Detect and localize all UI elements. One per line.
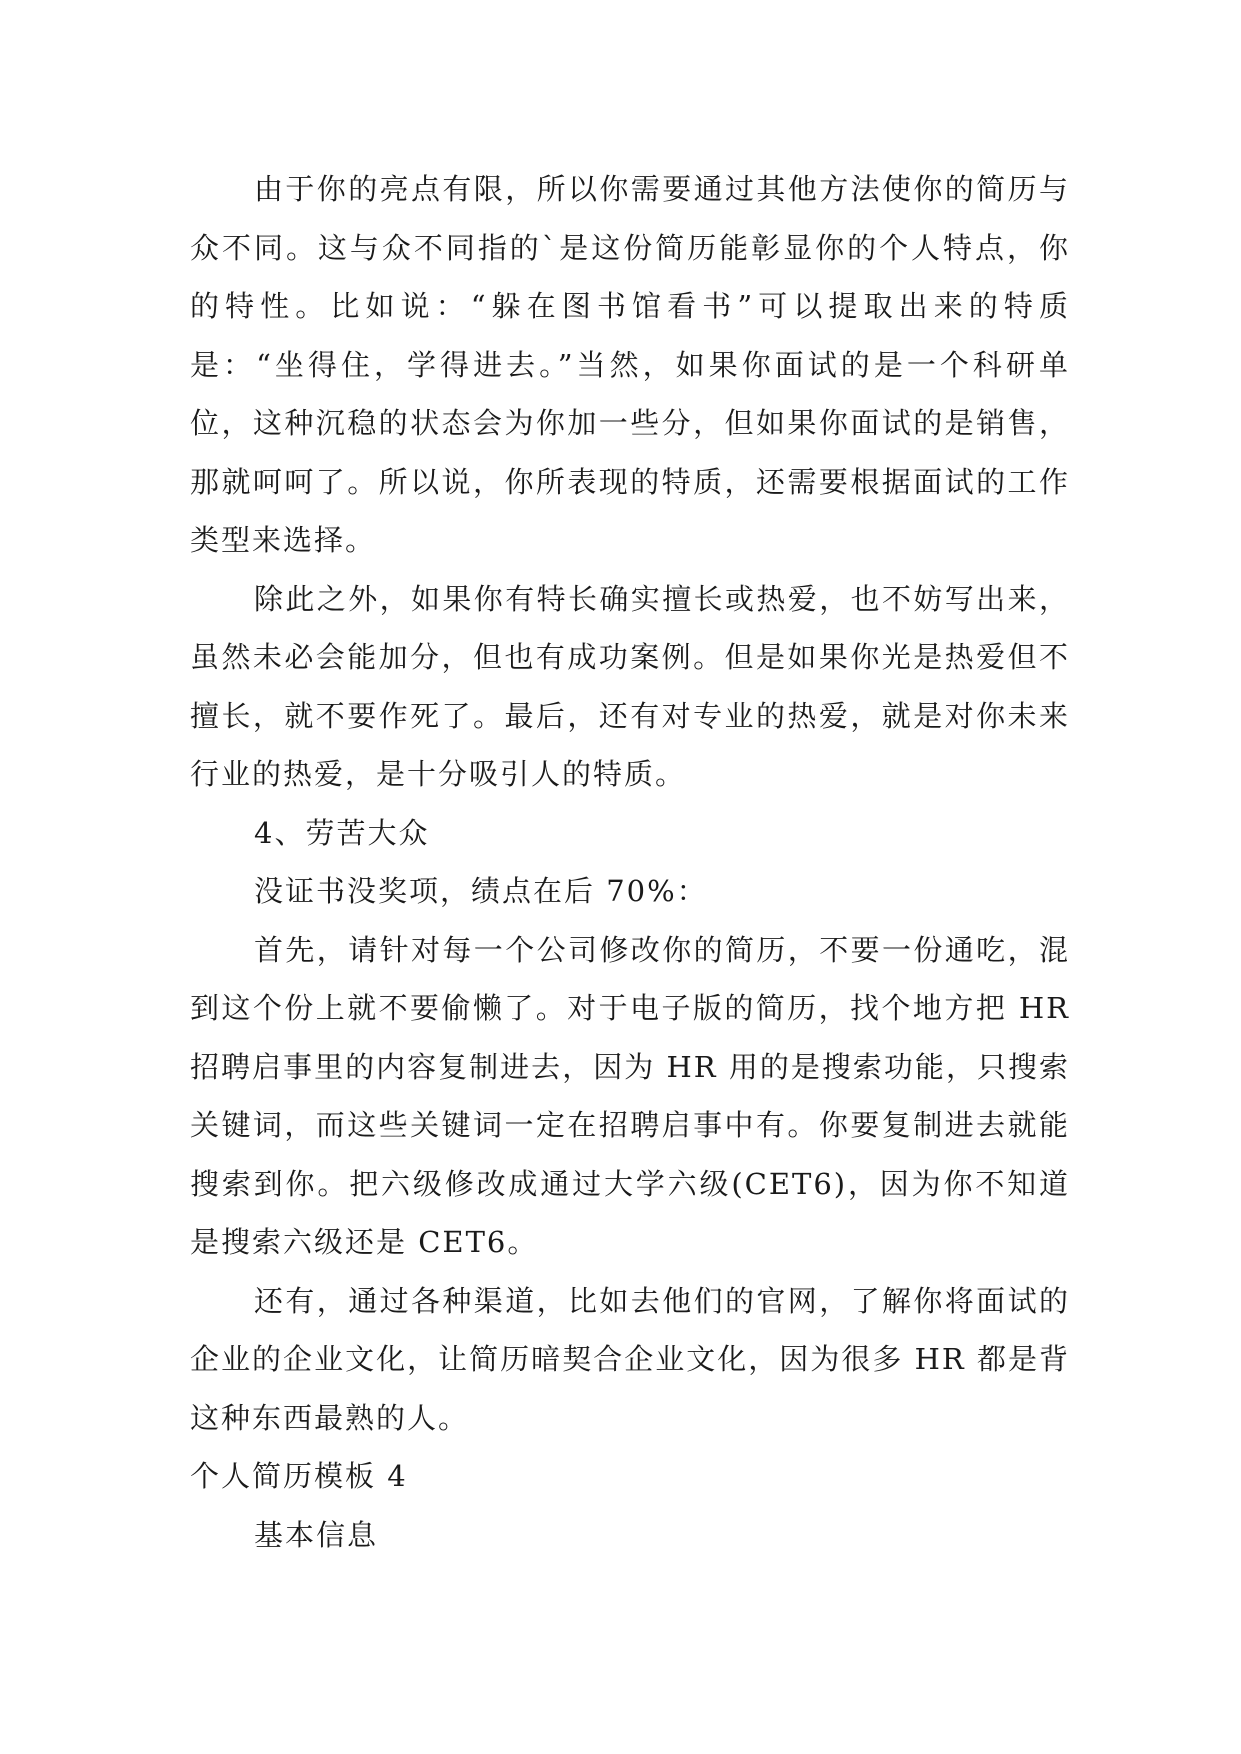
paragraph-specialties: 除此之外，如果你有特长确实擅长或热爱，也不妨写出来，虽然未必会能加分，但也有成功案例。但是如果你光是热爱但不擅长，就不要作死了。最后，还有对专业的热爱，就是对你未来行业的热爱，是十分吸引人的特质。: [190, 581, 1070, 791]
paragraph-company-culture: 还有，通过各种渠道，比如去他们的官网，了解你将面试的企业的企业文化，让简历暗契合企业文化，因为很多 HR 都是背这种东西最熟的人。: [190, 1283, 1070, 1435]
paragraph-highlights: 由于你的亮点有限，所以你需要通过其他方法使你的简历与众不同。这与众不同指的`是这份简历能彰显你的个人特点，你的特性。比如说：“躲在图书馆看书”可以提取出来的特质是：“坐得住，学得进去。”当然，如果你面试的是一个科研单位，这种沉稳的状态会为你加一些分，但如果你面试的是销售，那就呵呵了。所以说，你所表现的特质，还需要根据面试的工作类型来选择。: [190, 172, 1070, 557]
paragraph-no-certificates: 没证书没奖项，绩点在后 70%：: [254, 874, 708, 908]
section-heading-4: 4、劳苦大众: [254, 815, 430, 850]
basic-info-heading: 基本信息: [254, 1517, 379, 1552]
document-body: [190, 160, 1070, 1564]
template-title: 个人简历模板 4: [190, 1459, 408, 1493]
paragraph-customize-resume: 首先，请针对每一个公司修改你的简历，不要一份通吃，混到这个份上就不要偷懒了。对于电子版的简历，找个地方把 HR 招聘启事里的内容复制进去，因为 HR 用的是搜索功能，只搜索关键词，而这些关键词一定在招聘启事中有。你要复制进去就能搜索到你。把六级修改成通过大学六级(CET6)，因为你不知道是搜索六级还是 CET6。: [190, 932, 1070, 1259]
